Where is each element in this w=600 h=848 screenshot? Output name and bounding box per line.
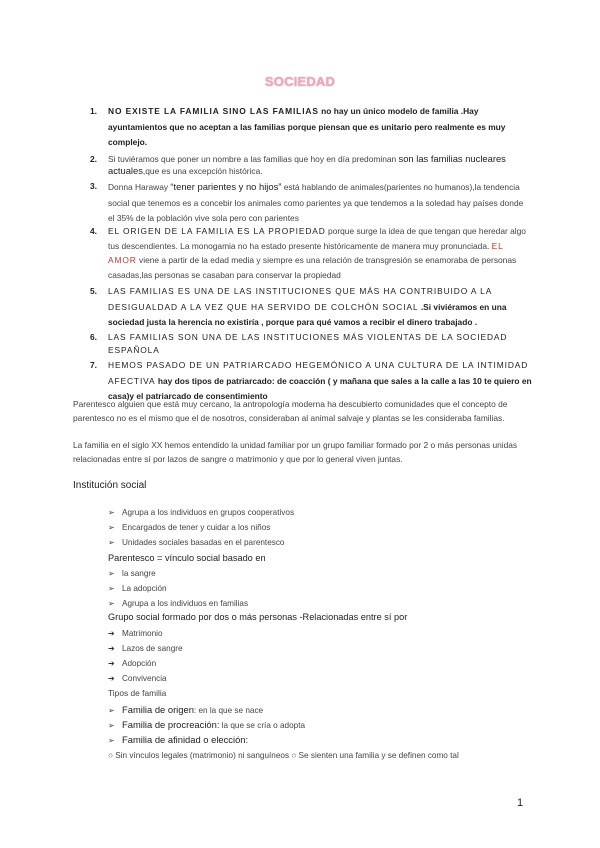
list-item-2: 2. Si tuviéramos que poner un nombre a las familias que hoy en día predominan son las familias nucleares actuales,que es una excepción histórica. xyxy=(90,153,506,176)
list-item: ➢ Encargados de tener y cuidar a los niños xyxy=(108,520,294,535)
item-number: 4. xyxy=(90,226,97,236)
grupo-heading: Grupo social formado por dos o más personas -Relacionadas entre sí por xyxy=(108,612,408,622)
arrow-bullet-icon: ➢ xyxy=(108,706,115,715)
item-number: 1. xyxy=(90,106,97,116)
item-number: 2. xyxy=(90,154,97,164)
list-item: ➔ Matrimonio xyxy=(108,626,183,641)
list-item: ➢ Familia de origen: en la que se nace xyxy=(108,702,305,717)
page-number: 1 xyxy=(517,797,524,809)
grupo-list xyxy=(108,626,183,686)
arrow-bullet-icon: ➢ xyxy=(108,538,115,547)
right-arrow-icon: ➔ xyxy=(108,629,115,638)
right-arrow-icon: ➔ xyxy=(108,644,115,653)
arrow-bullet-icon: ➢ xyxy=(108,599,115,608)
parentesco-heading: Parentesco = vínculo social basado en xyxy=(108,553,266,563)
tipos-list xyxy=(108,702,305,747)
list-item: ➔ Convivencia xyxy=(108,671,183,686)
tipos-note: ○ Sin vínculos legales (matrimonio) ni sanguíneos ○ Se sienten una familia y se definen como tal xyxy=(108,751,459,760)
list-item: ➢ Familia de procreación: la que se cría o adopta xyxy=(108,717,305,732)
tipos-heading: Tipos de familia xyxy=(108,688,167,698)
arrow-bullet-icon: ➢ xyxy=(108,523,115,532)
numbered-list xyxy=(72,104,532,403)
list-item: ➔ Adopción xyxy=(108,656,183,671)
list-item-7: 7. HEMOS PASADO DE UN PATRIARCADO HEGEMÓNICO A UNA CULTURA DE LA INTIMIDAD AFECTIVA hay dos tipos de patriarcado: de coacción ( y mañana que sales a la calle a las 10 te quiero en casa)y el patriarcado de consentimiento xyxy=(90,360,532,402)
parentesco-list xyxy=(108,566,248,611)
arrow-bullet-icon: ➢ xyxy=(108,721,115,730)
item-number: 5. xyxy=(90,286,97,296)
item-number: 7. xyxy=(90,360,97,370)
right-arrow-icon: ➔ xyxy=(108,674,115,683)
list-item-1: 1. NO EXISTE LA FAMILIA SINO LAS FAMILIAS no hay un único modelo de familia .Hay ayuntamientos que no aceptan a las familias porque piensan que es unitario pero realmente es muy complejo. xyxy=(90,106,506,148)
list-item-5: 5. LAS FAMILIAS ES UNA DE LAS INSTITUCIONES QUE MÁS HA CONTRIBUIDO A LA DESIGUALDAD A LA VEZ QUE HA SERVIDO DE COLCHÓN SOCIAL .Si viviéramos en una sociedad justa la herencia no existiría , porque para qué vamos a recibir el dinero trabajado . xyxy=(90,286,507,328)
page-title: SOCIEDAD xyxy=(264,74,336,89)
list-item: ➢ Agrupa a los individuos en grupos cooperativos xyxy=(108,505,294,520)
list-item: ➢ Agrupa a los individuos en familias xyxy=(108,596,248,611)
list-item: ➢ Unidades sociales basadas en el parentesco xyxy=(108,535,294,550)
list-item-6: 6. LAS FAMILIAS SON UNA DE LAS INSTITUCIONES MÁS VIOLENTAS DE LA SOCIEDAD ESPAÑOLA xyxy=(90,332,508,355)
list-item-3: 3. Donna Haraway “tener parientes y no hijos” está hablando de animales(parientes no humanos),la tendencia social que tenemos es a concebir los animales como parientes ya que tendemos a la soledad hay países donde el 35% de la población vive sola pero con parientes xyxy=(90,181,524,224)
paragraph-parentesco: Parentesco alguien que está muy cercano, la antropología moderna ha descubierto comunidades que el concepto de parentesco no es el mismo que el de nosotros, consideraban al animal salvaje y plantas se les consideraba familias. xyxy=(73,399,508,423)
item-number: 3. xyxy=(90,181,97,191)
list-item: ➢ la sangre xyxy=(108,566,248,581)
arrow-bullet-icon: ➢ xyxy=(108,508,115,517)
section-heading-institucion: Institución social xyxy=(73,480,147,491)
list-item: ➢ La adopción xyxy=(108,581,248,596)
list-item: ➔ Lazos de sangre xyxy=(108,641,183,656)
list-item-4: 4. EL ORIGEN DE LA FAMILIA ES LA PROPIEDAD porque surge la idea de que tengan que heredar algo tus descendientes. La monogamia no ha estado presente históricamente de manera muy pronunciada. EL AMOR viene a partir de la edad media y siempre es una relación de transgresión se enamoraba de personas casadas,las personas se casaban para conservar la propiedad xyxy=(90,226,526,280)
list-item: ➢ Familia de afinidad o elección: xyxy=(108,732,305,747)
item-number: 6. xyxy=(90,332,97,342)
paragraph-familia-siglo-xx: La familia en el siglo XX hemos entendido la unidad familiar por un grupo familiar formado por 2 o más personas unidas relacionadas entre sí por lazos de sangre o matrimonio y que por lo general viven juntas. xyxy=(73,440,518,464)
arrow-bullet-icon: ➢ xyxy=(108,569,115,578)
institucion-list xyxy=(108,505,294,550)
arrow-bullet-icon: ➢ xyxy=(108,584,115,593)
arrow-bullet-icon: ➢ xyxy=(108,736,115,745)
right-arrow-icon: ➔ xyxy=(108,659,115,668)
